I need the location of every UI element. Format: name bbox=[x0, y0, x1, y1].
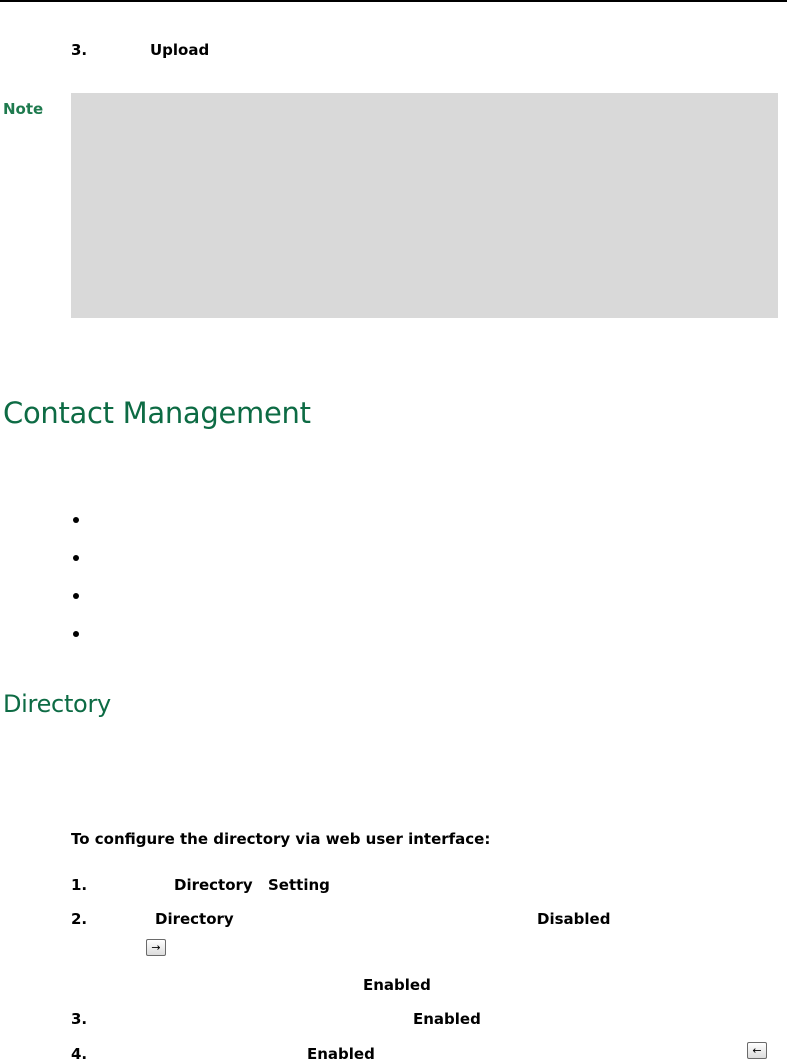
right-arrow-icon[interactable]: → bbox=[146, 939, 166, 956]
step-3-enabled-label: Enabled bbox=[413, 1010, 481, 1028]
bullet-2 bbox=[73, 555, 79, 561]
procedure-title: To configure the directory via web user interface: bbox=[71, 830, 491, 848]
note-box bbox=[71, 93, 778, 318]
step-4-enabled-label: Enabled bbox=[307, 1045, 375, 1063]
bullet-1 bbox=[73, 517, 79, 523]
step-3-number: 3. bbox=[71, 1010, 88, 1028]
heading-directory: Directory bbox=[3, 690, 111, 718]
step-1-directory-link[interactable]: Directory bbox=[174, 876, 253, 894]
step-2-disabled-label: Disabled bbox=[537, 910, 611, 928]
note-label: Note bbox=[3, 100, 44, 118]
bullet-3 bbox=[73, 593, 79, 599]
top-step-number: 3. bbox=[71, 41, 88, 59]
step-2-enabled-label: Enabled bbox=[363, 976, 431, 994]
step-1-number: 1. bbox=[71, 876, 88, 894]
page-top-rule bbox=[0, 0, 787, 2]
bullet-4 bbox=[73, 631, 79, 637]
left-arrow-icon[interactable]: ← bbox=[747, 1042, 767, 1059]
step-2-number: 2. bbox=[71, 910, 88, 928]
top-step-upload-label: Upload bbox=[150, 41, 210, 59]
heading-contact-management: Contact Management bbox=[3, 396, 311, 430]
step-4-number: 4. bbox=[71, 1045, 88, 1063]
step-2-directory-label: Directory bbox=[155, 910, 234, 928]
step-1-setting-link[interactable]: Setting bbox=[268, 876, 330, 894]
